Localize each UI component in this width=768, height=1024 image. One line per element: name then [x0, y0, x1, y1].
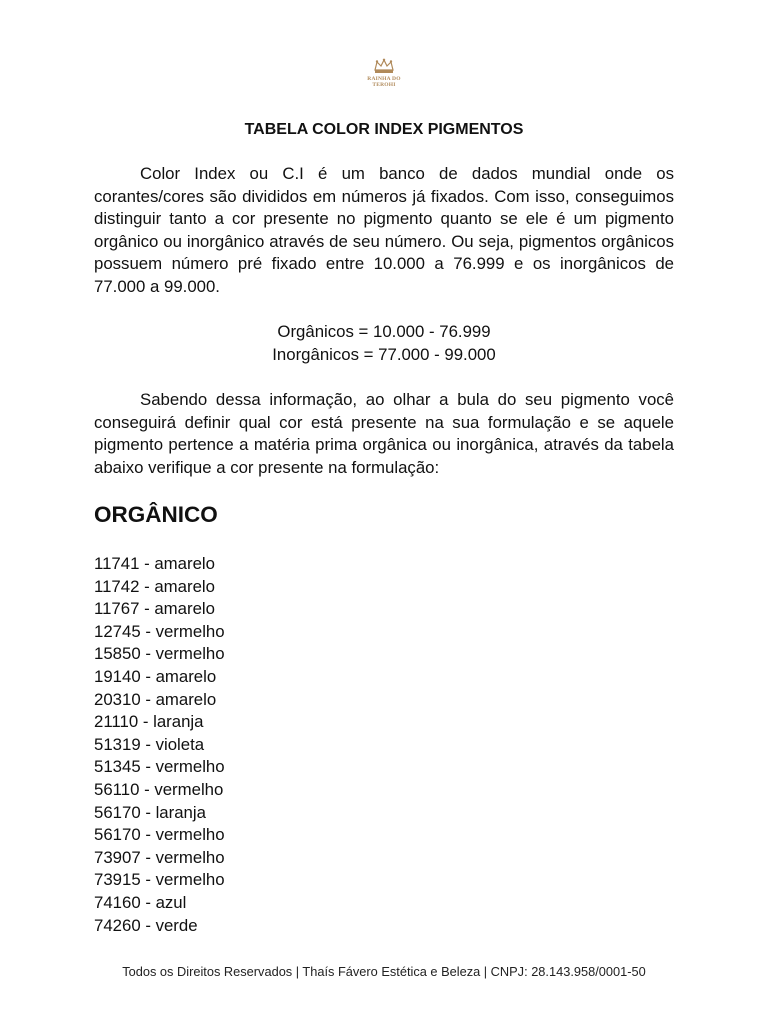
intro-paragraph-text: Color Index ou C.I é um banco de dados mundial onde os corantes/cores são divididos em números já fixados. Com isso, conseguimos distinguir tanto a cor presente no pigmento quanto se ele é um pigmento orgânico ou inorgânico através de seu número. Ou seja, pigmentos orgânicos possuem número pré fixado entre 10.000 a 76.999 e os inorgânicos de 77.000 a 99.000.	[94, 164, 674, 296]
list-item: 56170 - laranja	[94, 802, 206, 822]
list-item: 15850 - vermelho	[94, 644, 225, 664]
list-item: 20310 - amarelo	[94, 689, 217, 709]
list-item: 11741 - amarelo	[94, 554, 215, 573]
section-heading-organic: ORGÂNICO	[94, 502, 218, 527]
list-item: 74160 - azul	[94, 892, 187, 912]
list-item: 74260 - verde	[94, 915, 198, 935]
organic-pigment-list	[94, 553, 225, 937]
list-item: 19140 - amarelo	[94, 666, 217, 686]
brand-logo	[359, 58, 409, 100]
list-item: 73907 - vermelho	[94, 847, 225, 867]
pigment-ranges	[94, 321, 674, 366]
list-item: 11742 - amarelo	[94, 576, 215, 596]
intro-paragraph	[94, 163, 674, 299]
instructions-paragraph	[94, 389, 674, 479]
range-inorganic: Inorgânicos = 77.000 - 99.000	[272, 344, 496, 364]
instructions-paragraph-text: Sabendo dessa informação, ao olhar a bula do seu pigmento você conseguirá definir qual cor está presente na sua formulação e se aquele pigmento pertence a matéria prima orgânica ou inorgânica, através da tabela abaixo verifique a cor presente na formulação:	[94, 390, 674, 477]
list-item: 51345 - vermelho	[94, 757, 225, 777]
page-title: TABELA COLOR INDEX PIGMENTOS	[244, 121, 524, 138]
logo-text-line1: RAINHA DO	[367, 76, 401, 82]
logo-text-line2: TEROHI	[372, 82, 396, 88]
list-item: 56170 - vermelho	[94, 825, 225, 845]
list-item: 51319 - violeta	[94, 734, 205, 754]
logo-text	[359, 76, 409, 88]
list-item: 11767 - amarelo	[94, 599, 215, 619]
list-item: 56110 - vermelho	[94, 779, 224, 799]
list-item: 73915 - vermelho	[94, 870, 225, 890]
list-item: 12745 - vermelho	[94, 621, 225, 641]
list-item: 21110 - laranja	[94, 712, 204, 732]
crown-icon	[373, 58, 395, 74]
page-footer: Todos os Direitos Reservados | Thaís Fávero Estética e Beleza | CNPJ: 28.143.958/0001-50	[122, 964, 646, 979]
range-organic: Orgânicos = 10.000 - 76.999	[277, 322, 491, 341]
